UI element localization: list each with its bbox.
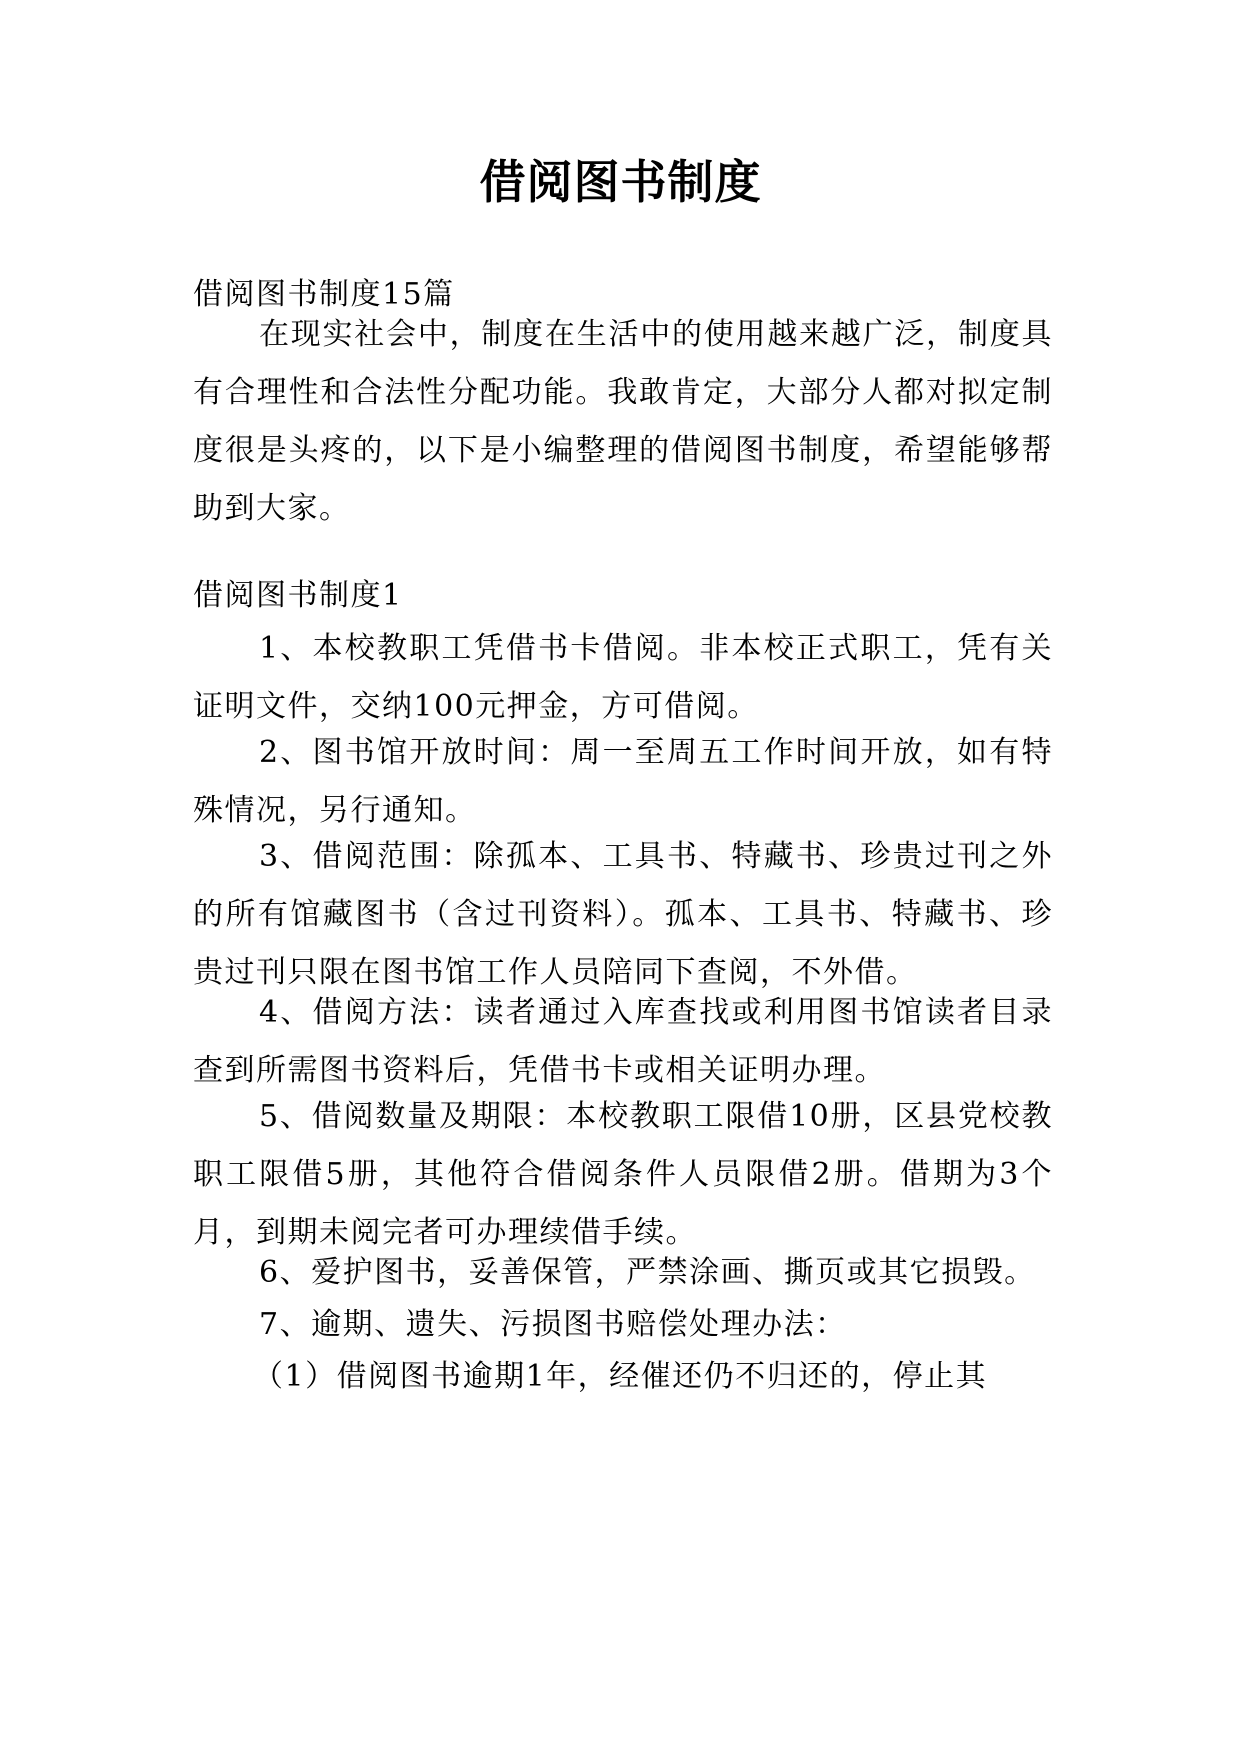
section-heading: 借阅图书制度1: [193, 578, 403, 613]
rule-item-6: 6、爱护图书，妥善保管，严禁涂画、撕页或其它损毁。: [259, 1255, 1036, 1290]
intro-paragraph: 在现实社会中，制度在生活中的使用越来越广泛，制度具有合理性和合法性分配功能。我敢肯定，大部分人都对拟定制度很是头疼的，以下是小编整理的借阅图书制度，希望能够帮助到大家。: [193, 317, 1053, 526]
document-subtitle: 借阅图书制度15篇: [193, 277, 455, 312]
rule-item-2: 2、图书馆开放时间：周一至周五工作时间开放，如有特殊情况，另行通知。: [193, 735, 1053, 828]
document-title: 借阅图书制度: [479, 155, 762, 209]
rule-item-3: 3、借阅范围：除孤本、工具书、特藏书、珍贵过刊之外的所有馆藏图书（含过刊资料）。孤本、工具书、特藏书、珍贵过刊只限在图书馆工作人员陪同下查阅，不外借。: [193, 839, 1053, 990]
rule-item-4: 4、借阅方法：读者通过入库查找或利用图书馆读者目录查到所需图书资料后，凭借书卡或相关证明办理。: [193, 995, 1053, 1088]
rule-item-5: 5、借阅数量及期限：本校教职工限借10册，区县党校教职工限借5册，其他符合借阅条件人员限借2册。借期为3个月，到期未阅完者可办理续借手续。: [193, 1099, 1053, 1250]
rule-subitem-1: （1）借阅图书逾期1年，经催还仍不归还的，停止其: [253, 1359, 988, 1394]
rule-item-1: 1、本校教职工凭借书卡借阅。非本校正式职工，凭有关证明文件，交纳100元押金，方可借阅。: [193, 631, 1053, 724]
rule-item-7: 7、逾期、遗失、污损图书赔偿处理办法：: [259, 1307, 847, 1342]
